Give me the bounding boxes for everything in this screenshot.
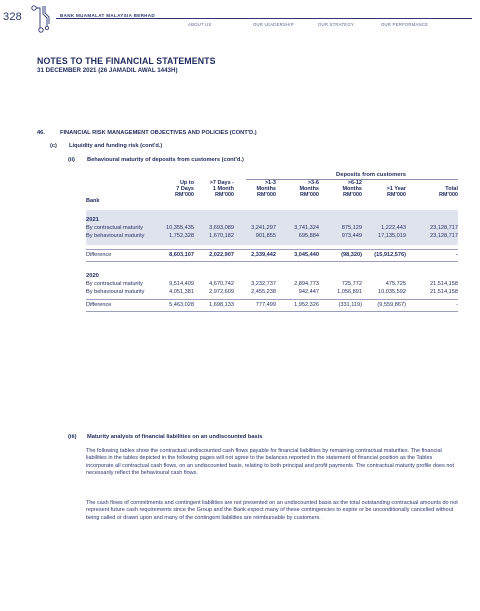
column-header-line: RM'000	[299, 192, 319, 198]
section-number: (iii)	[68, 434, 77, 440]
section-number: 46.	[37, 130, 45, 136]
paragraph: The following tables show the contractual undiscounted cash flows payable for financial liabilities by remaining contractual maturities. The financial liabilities in the tables depicted in the following pages will not agree to the balances reported in the statement of financial position as the Tables incorporate all contractual cash flows, on an undiscounted basis, relating to both principal and profit payments. The contractual maturity profile does not necessarily reflect the behavioural cash flows.	[86, 448, 454, 477]
row-label: By contractual maturity	[86, 281, 143, 287]
column-header-line: 7 Days	[176, 186, 194, 192]
row-divider	[86, 261, 458, 262]
table-cell: 4,670,742	[209, 281, 234, 287]
section-ii-heading	[68, 157, 244, 163]
table-cell: 1,752,328	[169, 233, 194, 239]
column-header-line: 1 Month	[212, 186, 234, 192]
table-cell: 2,339,442	[251, 252, 276, 258]
section-c-heading	[50, 143, 162, 149]
table-cell: 2,455,238	[251, 289, 276, 295]
table-cell: 4,051,381	[169, 289, 194, 295]
table-cell: -	[456, 302, 458, 308]
column-header-line: >1-3	[264, 180, 276, 186]
table-cell: (15,912,576)	[374, 252, 406, 258]
column-header-line: RM'000	[256, 192, 276, 198]
table-row	[86, 233, 458, 240]
row-divider	[86, 311, 458, 312]
year-label-2021: 2021	[86, 217, 99, 223]
table-cell: 725,772	[341, 281, 362, 287]
section-iii-heading	[68, 434, 262, 440]
row-divider	[86, 249, 458, 250]
table-row	[86, 252, 458, 259]
table-row	[86, 302, 458, 309]
table-cell: 2,972,609	[209, 289, 234, 295]
row-label: By behavioural maturity	[86, 289, 145, 295]
table-row	[86, 225, 458, 232]
paragraph: The cash flows of commitments and contingent liabilities are not presented on an undiscounted basis as the total outstanding contractual amounts do not represent future cash requirements since the Group and the Bank expect many of these contingencies to expire or be unconditionally cancelled without being called or drawn upon and many of the contingent liabilities are reimbursable by customers.	[86, 500, 458, 521]
bank-name: BANK MUAMALAT MALAYSIA BERHAD	[60, 13, 156, 18]
table-cell: 10,035,592	[378, 289, 406, 295]
table-cell: -	[456, 252, 458, 258]
year-label-2020: 2020	[86, 273, 99, 279]
table-cell: 1,222,443	[381, 225, 406, 231]
column-header-line: Months	[342, 186, 362, 192]
table-cell: 901,855	[255, 233, 276, 239]
section-text: FINANCIAL RISK MANAGEMENT OBJECTIVES AND POLICIES (CONT'D.)	[60, 130, 257, 136]
table-cell: 5,463,028	[169, 302, 194, 308]
table-row	[86, 281, 458, 288]
table-cell: 3,232,737	[251, 281, 276, 287]
group-header: Deposits from customers	[336, 172, 406, 178]
table-cell: (98,320)	[341, 252, 362, 258]
behavioural-maturity-table	[86, 172, 458, 427]
page-subtitle: 31 DECEMBER 2021 (26 JAMADIL AWAL 1443H)	[37, 67, 178, 74]
table-row	[86, 289, 458, 296]
table-cell: 23,128,717	[430, 233, 458, 239]
row-label: Difference	[86, 302, 112, 308]
row-label: By behavioural maturity	[86, 233, 145, 239]
column-header-line: >1 Year	[386, 186, 406, 192]
column-header-line: >6-12	[347, 180, 362, 186]
table-cell: 695,884	[298, 233, 319, 239]
table-cell: 8,603,107	[169, 252, 194, 258]
table-cell: (9,559,867)	[377, 302, 406, 308]
section-text: Liquidity and funding risk (cont'd.)	[69, 143, 163, 149]
row-divider	[86, 299, 458, 300]
table-cell: 3,693,089	[209, 225, 234, 231]
table-cell: 1,698,133	[209, 302, 234, 308]
row-label: Difference	[86, 252, 112, 258]
column-header-line: Up to	[179, 180, 194, 186]
bank-label: Bank	[86, 198, 100, 204]
table-cell: 777,499	[255, 302, 276, 308]
section-number: (ii)	[68, 157, 75, 163]
table-cell: 23,128,717	[430, 225, 458, 231]
bank-logo-icon	[30, 4, 52, 34]
table-cell: 3,241,297	[251, 225, 276, 231]
column-header-line: >3-6	[307, 180, 319, 186]
nav-our-leadership[interactable]: OUR LEADERSHIP	[253, 22, 294, 27]
page-title: NOTES TO THE FINANCIAL STATEMENTS	[37, 56, 216, 66]
nav-our-performance[interactable]: OUR PERFORMANCE	[381, 22, 429, 27]
section-text: Behavioural maturity of deposits from customers (cont'd.)	[87, 157, 244, 163]
table-cell: 875,129	[341, 225, 362, 231]
table-cell: 1,056,891	[337, 289, 362, 295]
section-46-heading	[37, 130, 257, 136]
table-cell: 3,045,440	[294, 252, 319, 258]
section-text: Maturity analysis of financial liabilities on an undiscounted basis	[87, 434, 263, 440]
column-header-line: Total	[445, 186, 458, 192]
nav-our-strategy[interactable]: OUR STRATEGY	[318, 22, 354, 27]
table-cell: 1,670,182	[209, 233, 234, 239]
table-cell: 475,725	[385, 281, 406, 287]
table-cell: 21,514,158	[430, 289, 458, 295]
column-header-line: Months	[256, 186, 276, 192]
section-number: (c)	[50, 143, 57, 149]
table-cell: (331,119)	[338, 302, 362, 308]
table-cell: 973,449	[341, 233, 362, 239]
table-cell: 2,022,907	[209, 252, 234, 258]
column-header-line: RM'000	[174, 192, 194, 198]
column-header-line: >7 Days -	[209, 180, 234, 186]
header-rule	[56, 18, 472, 19]
table-cell: 10,355,435	[166, 225, 194, 231]
table-cell: 1,952,326	[294, 302, 319, 308]
nav-about-us[interactable]: ABOUT US	[188, 22, 212, 27]
table-cell: 9,514,409	[169, 281, 194, 287]
table-cell: 21,514,158	[430, 281, 458, 287]
column-header-line: RM'000	[386, 192, 406, 198]
page-number: 328	[3, 11, 22, 23]
table-cell: 942,447	[298, 289, 319, 295]
column-header-line: RM'000	[438, 192, 458, 198]
table-cell: 17,135,019	[378, 233, 406, 239]
column-header-line: RM'000	[342, 192, 362, 198]
column-headers	[86, 180, 458, 204]
column-header-line: RM'000	[214, 192, 234, 198]
table-cell: 2,894,773	[294, 281, 319, 287]
column-header-line: Months	[299, 186, 319, 192]
table-cell: 3,741,324	[294, 225, 319, 231]
row-label: By contractual maturity	[86, 225, 143, 231]
